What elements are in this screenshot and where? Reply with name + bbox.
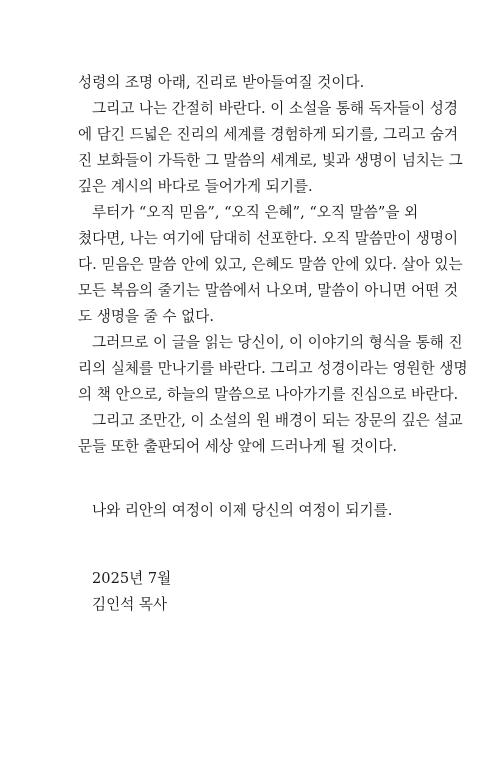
paragraph-2-line-4: 깊은 계시의 바다로 들어가게 되기를. xyxy=(78,178,313,195)
paragraph-3-line-5: 도 생명을 줄 수 없다. xyxy=(78,308,214,325)
paragraph-3-line-2: 쳤다면, 나는 여기에 담대히 선포한다. 오직 말씀만이 생명이 xyxy=(78,230,459,247)
paragraph-2-line-2: 에 담긴 드넓은 진리의 세계를 경험하게 되기를, 그리고 숨겨 xyxy=(78,126,459,143)
paragraph-2-line-3: 진 보화들이 가득한 그 말씀의 세계로, 빛과 생명이 넘치는 그 xyxy=(78,152,463,169)
document-page xyxy=(78,70,468,618)
closing-date: 2025년 7월 xyxy=(92,570,172,587)
paragraph-3-line-4: 모든 복음의 줄기는 말씀에서 나오며, 말씀이 아니면 어떤 것 xyxy=(78,282,459,299)
paragraph-4-line-3: 의 책 안으로, 하늘의 말씀으로 나아가기를 진심으로 바란다. xyxy=(78,386,459,403)
closing-author: 김인석 목사 xyxy=(92,596,168,613)
paragraph-2-line-1: 그리고 나는 간절히 바란다. 이 소설을 통해 독자들이 성경 xyxy=(92,100,458,117)
paragraph-5-line-1: 그리고 조만간, 이 소설의 원 배경이 되는 장문의 깊은 설교 xyxy=(92,412,463,429)
paragraph-5-line-2: 문들 또한 출판되어 세상 앞에 드러나게 될 것이다. xyxy=(78,438,398,455)
paragraph-3-line-3: 다. 믿음은 말씀 안에 있고, 은혜도 말씀 안에 있다. 살아 있는 xyxy=(78,256,463,273)
closing-section xyxy=(78,498,424,618)
paragraph-3-line-1: 루터가 “오직 믿음”, “오직 은혜”, “오직 말씀”을 외 xyxy=(92,204,419,221)
paragraph-4-line-2: 리의 실체를 만나기를 바란다. 그리고 성경이라는 영원한 생명 xyxy=(78,360,468,377)
paragraph-1-line-1: 성령의 조명 아래, 진리로 받아들여질 것이다. xyxy=(78,74,365,91)
closing-message: 나와 리안의 여정이 이제 당신의 여정이 되기를. xyxy=(92,502,393,519)
body-text xyxy=(78,70,468,460)
paragraph-4-line-1: 그러므로 이 글을 읽는 당신이, 이 이야기의 형식을 통해 진 xyxy=(92,334,463,351)
